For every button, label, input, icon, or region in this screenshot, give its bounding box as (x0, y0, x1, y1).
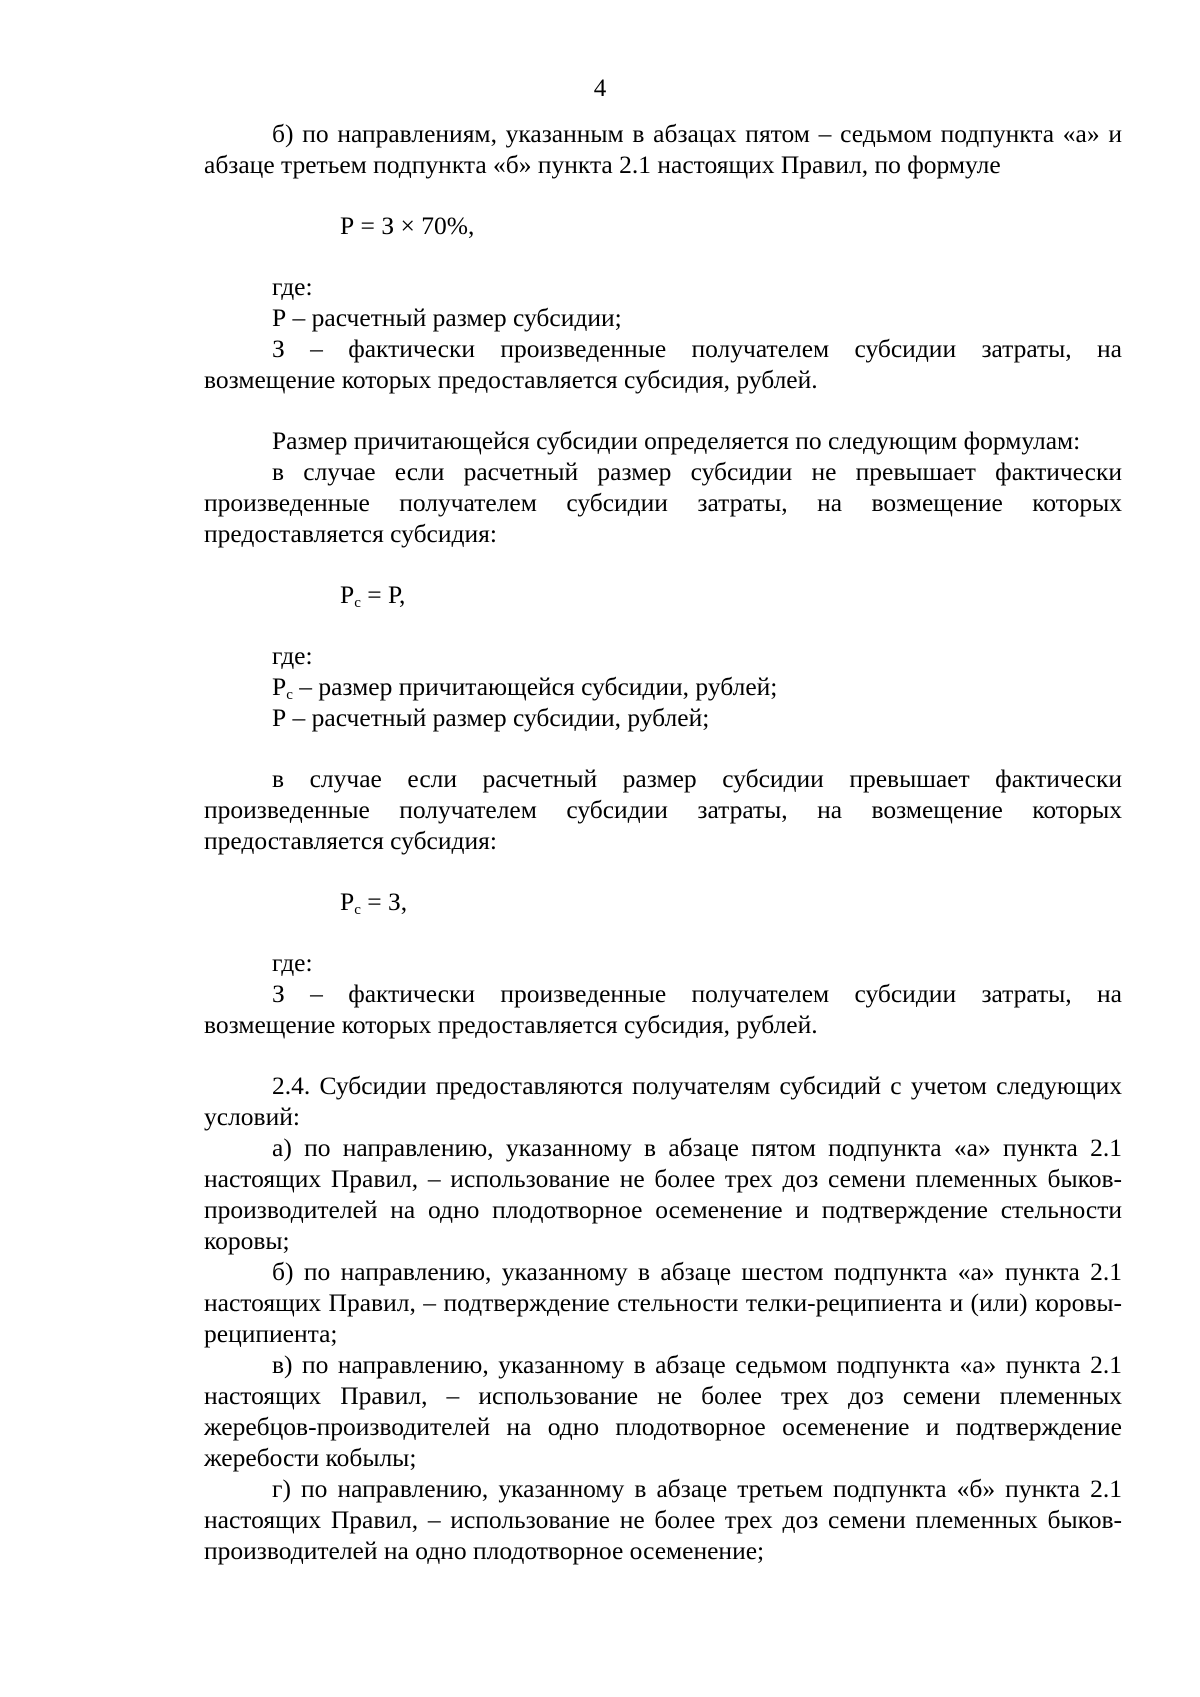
definition-z: З – фактически произведенные получателем субсидии затраты, на возмещение которых предоставляется субсидия, рублей. (204, 334, 1122, 394)
paragraph-2-4-conditions: 2.4. Субсидии предоставляются получателям субсидий с учетом следующих условий: (204, 1071, 1122, 1131)
definition-p: Р – расчетный размер субсидии, рублей; (272, 703, 710, 732)
paragraph-case-exceed: в случае если расчетный размер субсидии превышает фактически произведенные получателем субсидии затраты, на возмещение которых предоставляется субсидия: (204, 764, 1122, 855)
paragraph-case-not-exceed: в случае если расчетный размер субсидии не превышает фактически произведенные получателем субсидии затраты, на возмещение которых предоставляется субсидия: (204, 457, 1122, 548)
document-body (204, 118, 1122, 1566)
condition-v: в) по направлению, указанному в абзаце седьмом подпункта «а» пункта 2.1 настоящих Правил, – использование не более трех доз семени племенных жеребцов-производителей на одно плодотворное осеменение и подтверждение жеребости кобылы; (204, 1350, 1122, 1472)
definition-pc: $Р_с$ – размер причитающейся субсидии, рублей; (272, 672, 778, 703)
definition-p: Р – расчетный размер субсидии; (272, 303, 622, 332)
formula-pc-equals-p: $Р_с = Р$, (340, 580, 406, 611)
condition-a: а) по направлению, указанному в абзаце пятом подпункта «а» пункта 2.1 настоящих Правил, – использование не более трех доз семени племенных быков-производителей на одно плодотворное осеменение и подтверждение стельности коровы; (204, 1133, 1122, 1255)
where-label: где: (272, 272, 313, 301)
where-label: где: (272, 948, 313, 977)
paragraph-b-formula-intro: б) по направлениям, указанным в абзацах пятом – седьмом подпункта «а» и абзаце третьем подпункта «б» пункта 2.1 настоящих Правил, по формуле (204, 119, 1122, 179)
definition-z: З – фактически произведенные получателем субсидии затраты, на возмещение которых предоставляется субсидия, рублей. (204, 979, 1122, 1039)
formula-pc-equals-z: $Р_с = З$, (340, 887, 408, 918)
condition-g: г) по направлению, указанному в абзаце третьем подпункта «б» пункта 2.1 настоящих Правил, – использование не более трех доз семени племенных быков-производителей на одно плодотворное осеменение; (204, 1474, 1122, 1565)
where-label: где: (272, 641, 313, 670)
page-number: 4 (593, 75, 607, 102)
paragraph-subsidy-size-formulas: Размер причитающейся субсидии определяется по следующим формулам: (272, 426, 1081, 455)
condition-b: б) по направлению, указанному в абзаце шестом подпункта «а» пункта 2.1 настоящих Правил, – подтверждение стельности телки-реципиента и (или) коровы-реципиента; (204, 1257, 1122, 1348)
formula-p-equals-z-70: Р = З × 70%, (340, 211, 475, 240)
